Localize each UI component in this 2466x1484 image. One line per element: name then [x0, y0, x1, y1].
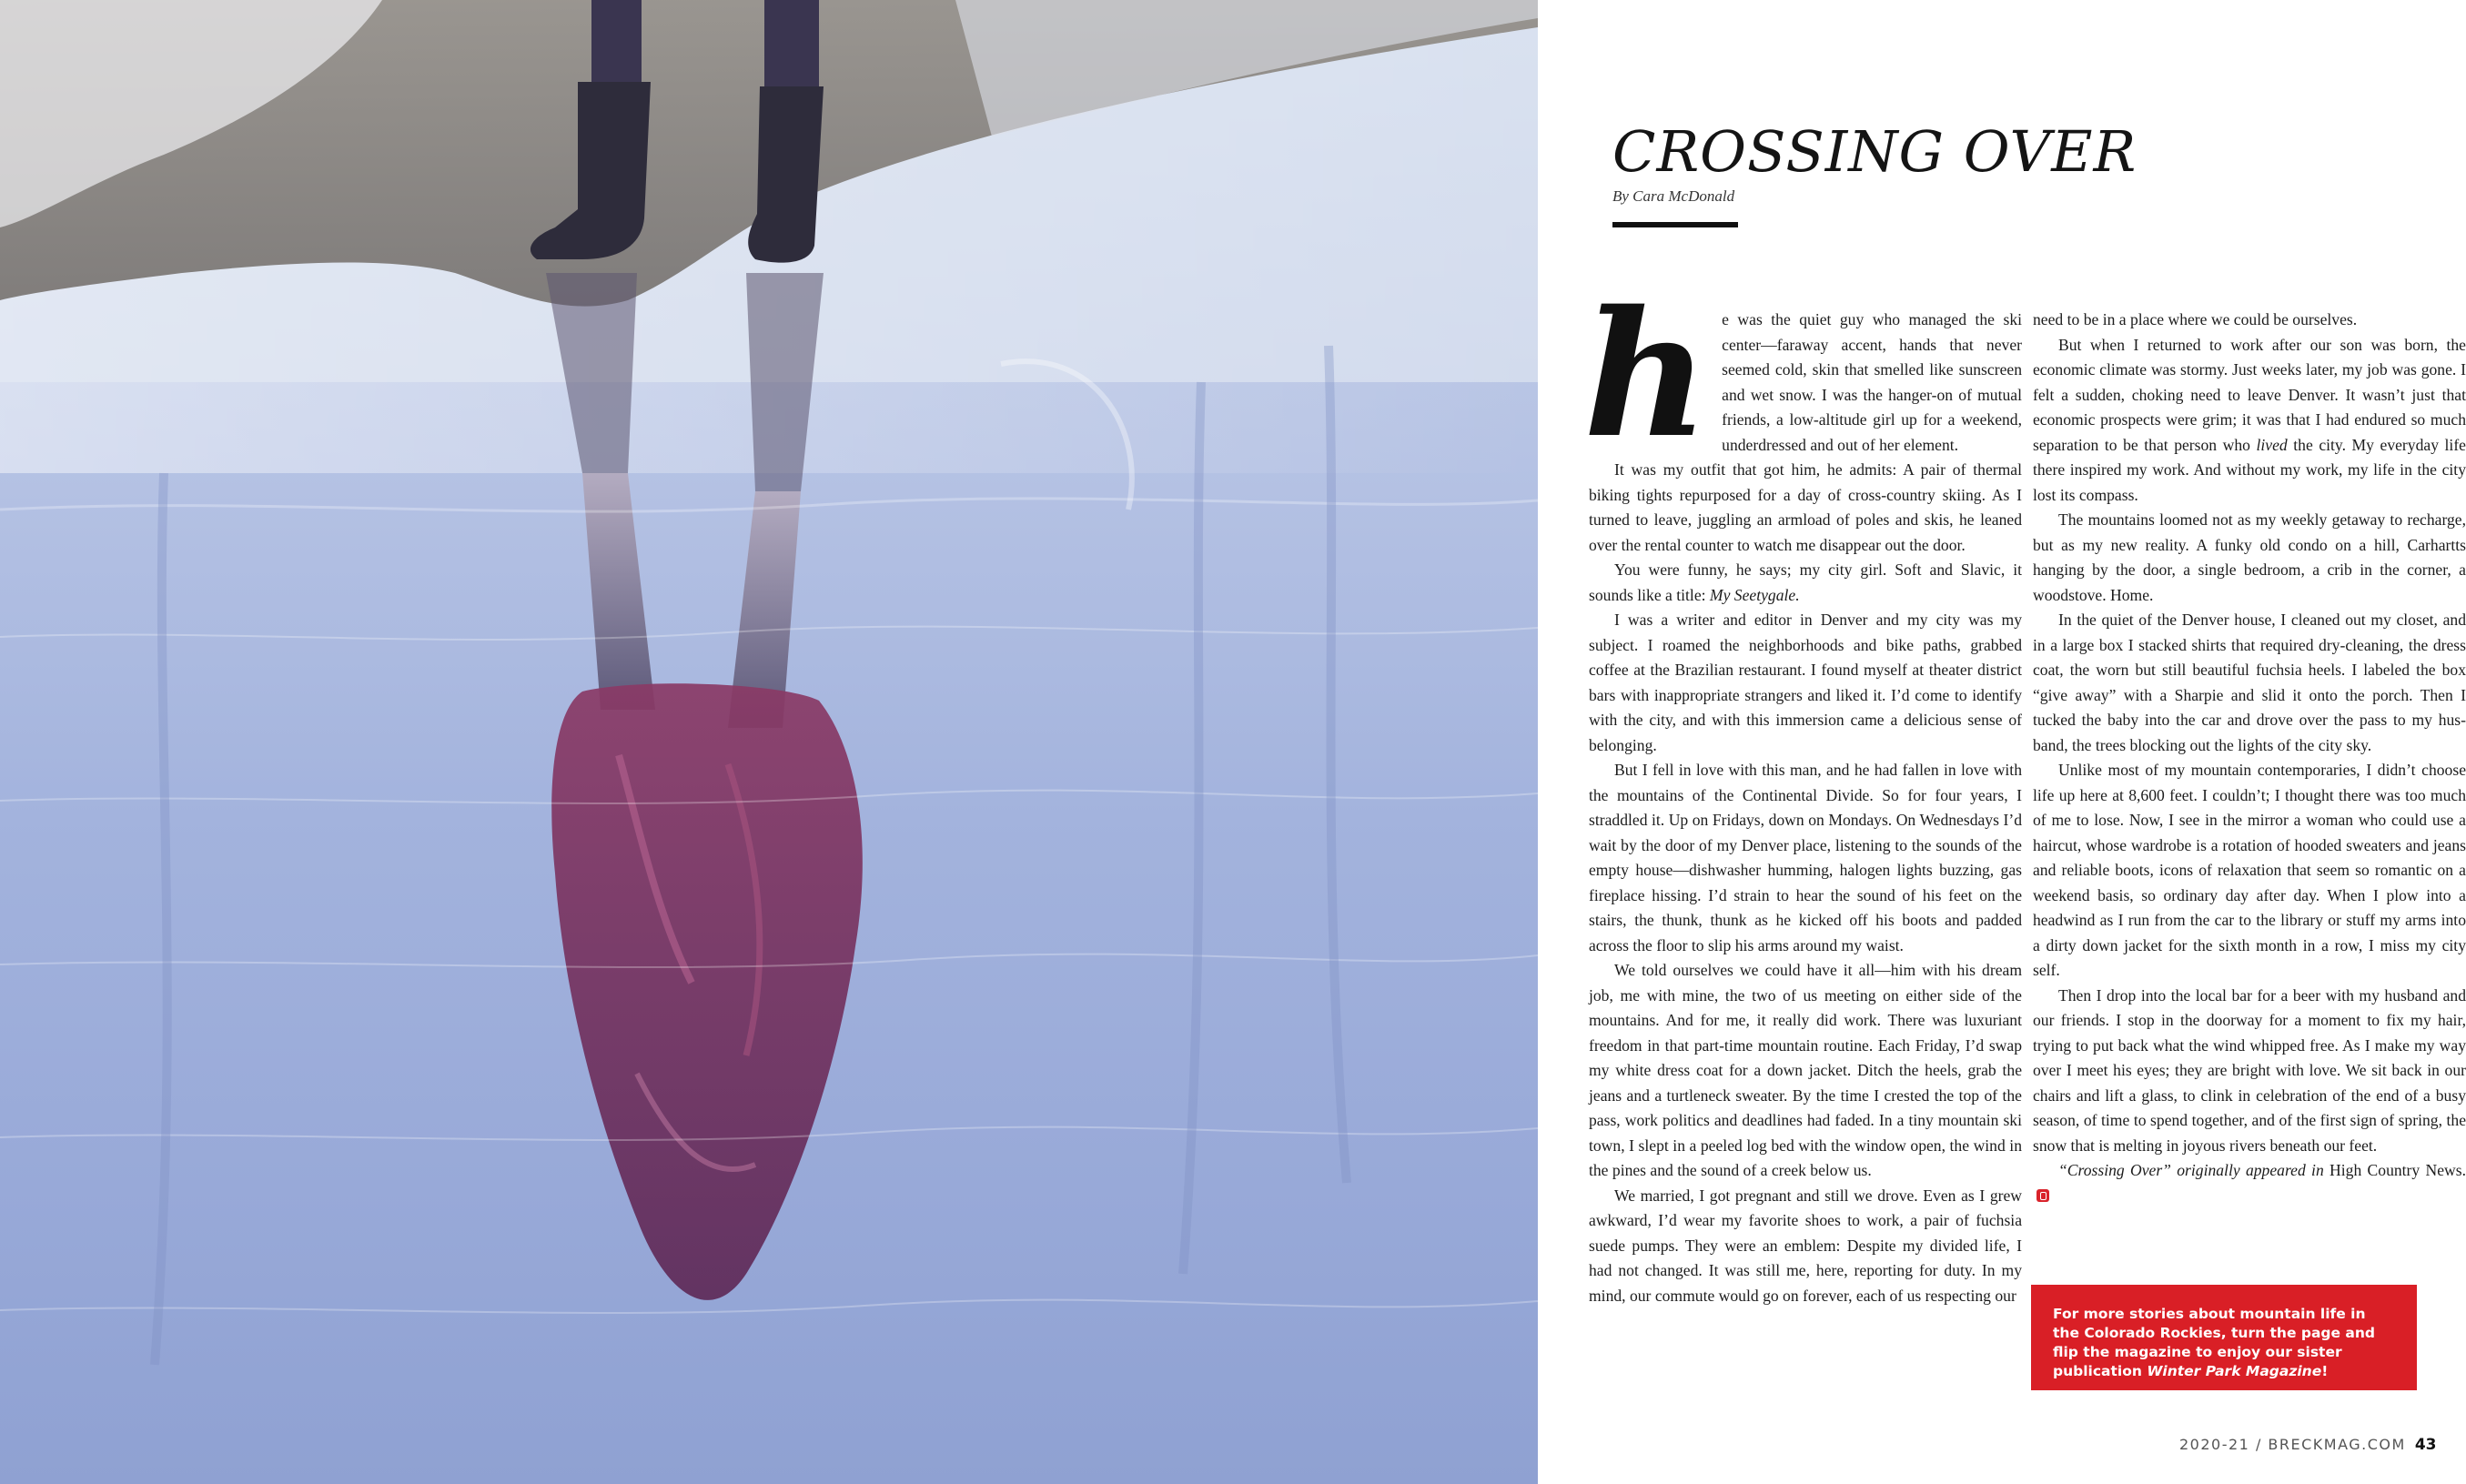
title-rule — [1612, 222, 1738, 227]
paragraph: I was a writer and editor in Denver and my city was my subject. I roamed the neighborhoods and bike paths, grabbed coffee at the Brazilian restaurant. I found myself at theater district bars with inappropriate strangers and liked it. I’d come to identify with the city, and with this immersion came a delicious sense of belonging. — [1589, 611, 2022, 754]
paragraph: Unlike most of my mountain contemporaries, I didn’t choose life up here at 8,600 feet. I couldn’t; I thought there was too much of me to lose. Now, I see in the mirror a woman who could use a haircut, whose wardrobe is a rotation of hooded sweaters and jeans and reliable boots, icons of relaxation that seem so romantic on a weekend basis, so ordinary day after day. When I plow into a headwind as I run from the car to the library or stuff my arms into a dirty down jacket for the sixth month in a row, I miss my city self. — [2033, 761, 2466, 979]
italic-word: lived — [2256, 435, 2288, 454]
paragraph-text: the city. My everyday life there inspired my work. And without my work, my life in the city lost its compass. — [2033, 435, 2466, 504]
article-column-2 — [2033, 308, 2466, 1208]
paragraph — [2033, 333, 2466, 509]
promo-publication: Winter Park Magazine — [2147, 1363, 2322, 1379]
credit-italic: “Crossing Over” originally appeared in — [2058, 1161, 2324, 1179]
byline: By Cara McDonald — [1612, 187, 1735, 205]
article-column-1 — [1583, 273, 2022, 1308]
promo-end: ! — [2321, 1363, 2329, 1379]
credit-source: High Country News. — [2323, 1161, 2466, 1179]
paragraph-text: e was the quiet guy who managed the ski center—faraway accent, hands that never seemed cold, skin that smelled like sunscreen and wet snow. I was the hanger-on of mutual friends, a low-altitude girl up for a weekend, underdressed and out of her element. — [1722, 310, 2022, 454]
end-mark-icon — [2036, 1189, 2049, 1202]
paragraph: The mountains loomed not as my weekly getaway to recharge, but as my new reality. A funky old condo on a hill, Carhartts hanging by the door, a single bedroom, a crib in the corner, a woodstove. Home. — [2033, 510, 2466, 604]
promo-box — [2031, 1285, 2417, 1390]
paragraph: It was my outfit that got him, he admits: A pair of thermal biking tights repurposed for a day of cross-country skiing. As I turned to leave, juggling an armload of poles and skis, he leaned over the rental counter to watch me disappear out the door. — [1589, 460, 2022, 554]
page-folio — [2179, 1436, 2436, 1454]
page-number: 43 — [2414, 1436, 2437, 1454]
drop-cap: h — [1583, 273, 1710, 476]
paragraph: Then I drop into the local bar for a beer with my husband and our friends. I stop in the doorway for a moment to fix my hair, trying to put back what the wind whipped free. As I make my way over I meet his eyes; they are bright with love. We sit back in our chairs and lift a glass, to clink in celebration of the end of a busy season, of time to spend together, and of the first sign of spring, the snow that is melting in joyous rivers beneath our feet. — [2033, 985, 2466, 1155]
article-title: CROSSING OVER — [1612, 118, 2138, 185]
paragraph — [1589, 558, 2022, 608]
folio-site: 2020-21 / BRECKMAG.COM — [2179, 1436, 2406, 1453]
paragraph: But I fell in love with this man, and he had fallen in love with the mountains of the Continental Divide. So for four years, I straddled it. Up on Fridays, down on Mondays. On Wednesdays I’d wait by the door of my Denver place, listening to the sounds of the empty house—dishwasher humming, halogen lights buzzing, gas fireplace hissing. I’d strain to hear the sound of his feet on the stairs, the thunk, thunk as he kicked off his boots and padded across the floor to slip his arms around my waist. — [1589, 761, 2022, 954]
italic-title: My Seetygale. — [1709, 585, 1800, 604]
paragraph — [1583, 273, 2022, 476]
paragraph: We told ourselves we could have it all—him with his dream job, me with mine, the two of us meeting on either side of the mountains. And for me, it really did work. There was luxuriant freedom in that part-time mountain routine. Each Friday, I’d swap my white dress coat for a down jacket. Ditch the heels, grab the jeans and a turtleneck sweater. By the time I crested the top of the pass, work politics and deadlines had faded. In a tiny mountain ski town, I slept in a peeled log bed with the window open, the wind in the pines and the sound of a creek below us. — [1589, 961, 2022, 1179]
promo-text: For more stories about mountain life in the Colorado Rockies, turn the page and flip the magazine to enjoy our sister publication — [2053, 1306, 2376, 1379]
paragraph: We married, I got pregnant and still we drove. Even as I grew awkward, I’d wear my favorite shoes to work, a pair of fuchsia suede pumps. They were an emblem: Despite my divided life, I had not changed. It was still me, here, reporting for duty. In my mind, our commute would go on forever, each of us respecting our — [1589, 1186, 2022, 1305]
paragraph-text: But when I returned to work after our son was born, the economic climate was stormy. Just weeks later, my job was gone. I felt a sudden, choking need to leave Denver. It wasn’t just that economic prospects were grim; it was that I had endured so much separation to be that person who — [2033, 335, 2466, 454]
paragraph-text: You were funny, he says; my city girl. Soft and Slavic, it sounds like a title: — [1589, 560, 2022, 604]
credit-line — [2033, 1158, 2466, 1208]
paragraph: need to be in a place where we could be ourselves. — [2033, 310, 2358, 328]
paragraph: In the quiet of the Denver house, I cleaned out my closet, and in a large box I stacked shirts that required dry-cleaning, the dress coat, the worn but still beautiful fuchsia heels. I labeled the box “give away” with a Sharpie and slid it onto the porch. Then I tucked the baby into the car and drove over the pass to my husband, the trees blocking out the lights of the city sky. — [2033, 611, 2466, 754]
